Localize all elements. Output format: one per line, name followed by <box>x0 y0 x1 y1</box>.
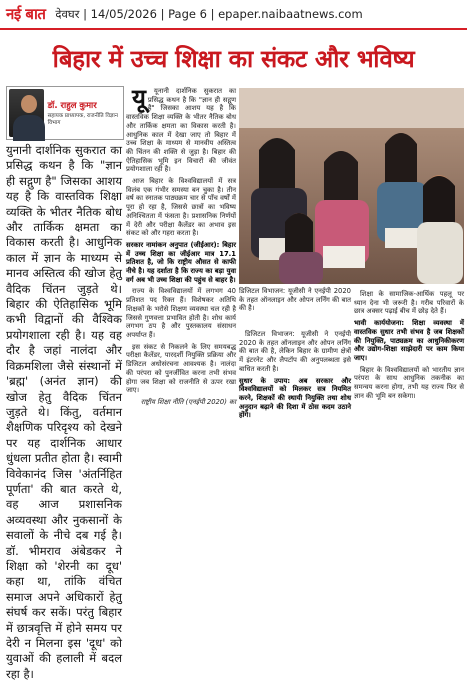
paragraph: आज बिहार के विश्वविद्यालयों में सत्र विलंब एक गंभीर समस्या बन चुका है। तीन वर्ष का स्नातक पाठ्यक्रम चार से पाँच वर्षों में पूरा हो रहा है, जिससे छात्रों का भविष्य अनिश्चितता में फंसता है। प्रशासनिक निर्णयों में देरी और परीक्षा कैलेंडर का अभाव इस संकट को और गहरा करता है। <box>126 177 236 238</box>
paragraph: शिक्षा के सामाजिक-आर्थिक पहलू पर ध्यान देना भी जरूरी है। गरीब परिवारों के छात्र अक्सर पढ़ाई बीच में छोड़ देते हैं। <box>354 290 464 316</box>
article-headline: बिहार में उच्च शिक्षा का संकट और भविष्य <box>52 44 415 73</box>
paragraph: बिहार के विश्वविद्यालयों को भारतीय ज्ञान परंपरा के साथ आधुनिक तकनीक का समन्वय करना होगा, तभी यह राज्य फिर से ज्ञान की भूमि बन सकेगा। <box>354 365 464 400</box>
article-column-middle <box>126 84 236 499</box>
students-illustration <box>239 88 464 284</box>
masthead-page: Page 6 <box>168 6 207 21</box>
author-text <box>48 100 121 127</box>
paragraph-subhead: सरकार नामांकन अनुपात (जीईआर): बिहार में उच्च शिक्षा का जीईआर मात्र 17.1 प्रतिशत है, जो कि राष्ट्रीय औसत से काफी नीचे है। यह दर्शाता है कि राज्य का बड़ा युवा वर्ग अब भी उच्च शिक्षा की पहुंच से बाहर है। <box>126 240 236 284</box>
photo-caption <box>239 287 351 313</box>
author-photo <box>9 89 44 137</box>
masthead-separator: | <box>160 6 165 21</box>
masthead-city: देवघर <box>55 6 80 21</box>
dropcap: यू <box>132 84 146 112</box>
paragraph-subhead: भावी कार्ययोजना: शिक्षा व्यवस्था में वास्तविक सुधार तभी संभव है जब शिक्षकों की नियुक्ति, पाठ्यक्रम का आधुनिकीकरण और उद्योग-शिक्षा साझेदारी पर काम किया जाए। <box>354 319 464 362</box>
masthead-site-link[interactable]: epaper.naibaatnews.com <box>218 6 363 21</box>
article-column-bottom-right <box>354 290 464 499</box>
article-column-bottom-left <box>239 330 351 499</box>
masthead <box>0 0 467 30</box>
paragraph: डिजिटल विभाजन: यूजीसी ने एनईपी 2020 के तहत ऑनलाइन और ओपन लर्निंग की बात की है, लेकिन बिहार के ग्रामीण क्षेत्रों में इंटरनेट और लैपटॉप की अनुपलब्धता इसे बाधित करती है। <box>239 330 351 373</box>
paragraph: इस संकट से निकलने के लिए समयबद्ध परीक्षा कैलेंडर, पारदर्शी नियुक्ति प्रक्रिया और डिजिटल अधोसंरचना आवश्यक है। नालंदा की परंपरा को पुनर्जीवित करना तभी संभव होगा जब शिक्षा को राजनीति से ऊपर रखा जाए। <box>126 342 236 395</box>
masthead-separator: | <box>210 6 215 21</box>
newspaper-logo: नई बात <box>6 5 46 23</box>
masthead-date: 14/05/2026 <box>90 6 157 21</box>
photo-caption-text: डिजिटल विभाजन: यूजीसी ने एनईपी 2020 के तहत ऑनलाइन और ओपन लर्निंग की बात की है। <box>239 287 351 313</box>
paragraph-text: यूनानी दार्शनिक सुकरात का प्रसिद्ध कथन है कि "ज्ञान ही सद्गुण है" जिसका आशय यह है कि वास्तविक शिक्षा व्यक्ति के भीतर नैतिक बोध और तार्किक क्षमता का विकास करती है। आधुनिक काल में देखा जाए तो बिहार में उच्च शिक्षा के माध्यम से मानवीय अस्तित्व की चिंतन की शक्ति से जुड़ा है। बिहार की ऐतिहासिक भूमि इन विचारों की जीवंत प्रयोगशाला रही है। <box>126 87 236 174</box>
paragraph <box>126 84 236 174</box>
paragraph-subhead: सुधार के उपाय: अब सरकार और विश्वविद्यालयों को मिलकर सत्र नियमित करने, शिक्षकों की स्थायी नियुक्ति तथा शोध अनुदान बढ़ाने की दिशा में ठोस कदम उठाने होंगे। <box>239 376 351 420</box>
masthead-separator: | <box>83 6 87 21</box>
author-name: डॉ. राहुल कुमार <box>47 100 97 111</box>
column-footer: राष्ट्रीय शिक्षा नीति (एनईपी 2020) का <box>140 397 236 406</box>
headline-band <box>0 33 467 83</box>
masthead-info <box>55 7 362 22</box>
author-box <box>6 86 124 140</box>
lead-paragraph: युनानी दार्शनिक सुकरात का प्रसिद्ध कथन है कि "ज्ञान ही सद्गुण है" जिसका आशय यह है कि वास्तविक शिक्षा व्यक्ति के भीतर नैतिक बोध और तार्किक क्षमता का विकास करती है। आधुनिक काल में ज्ञान के माध्यम से मानव अस्तित्व की खोज हेतु वैदिक चिंतन जुड़ते थे। बिहार की ऐतिहासिक भूमि कभी विद्वानों की वैश्विक प्रयोगशाला रही है। यह वह दौर है जहां नालंदा और विक्रमशिला जैसे संस्थानों में 'ब्रह्म' (अनंत ज्ञान) की खोज हेतु वैदिक चिंतन जुड़ते थे। किंतु, वर्तमान शैक्षणिक परिदृश्य को देखने पर यह दार्शनिक आधार धुंधला प्रतीत होता है। स्वामी विवेकानंद जिस 'अंतर्निहित पूर्णता' की बात करते थे, वह आज प्रशासनिक अव्यवस्था और नुकसानों के सवालों के नीचे दब गई है। डॉ. भीमराव अंबेडकर ने शिक्षा को 'शेरनी का दूध' कहा था, तांकि वंचित समाज अपने अधिकारों हेतु संघर्ष कर सकें। परंतु बिहार में छात्रवृत्ति में होने समय पर देरी न मिलना इस 'दूध' को युवाओं की हलाली में बदल रहा है। <box>6 143 122 681</box>
students-photo <box>239 88 464 284</box>
author-role: सहायक प्राध्यापक, राजनीति विज्ञान विभाग <box>47 112 118 126</box>
paragraph: राज्य के विश्वविद्यालयों में लगभग 40 प्रतिशत पद रिक्त हैं। विशेषकर अतिथि शिक्षकों के भरोसे शिक्षण व्यवस्था चल रही है जिससे गुणवत्ता प्रभावित होती है। शोध कार्य लगभग ठप है और पुस्तकालय संसाधन अपर्याप्त हैं। <box>126 287 236 339</box>
